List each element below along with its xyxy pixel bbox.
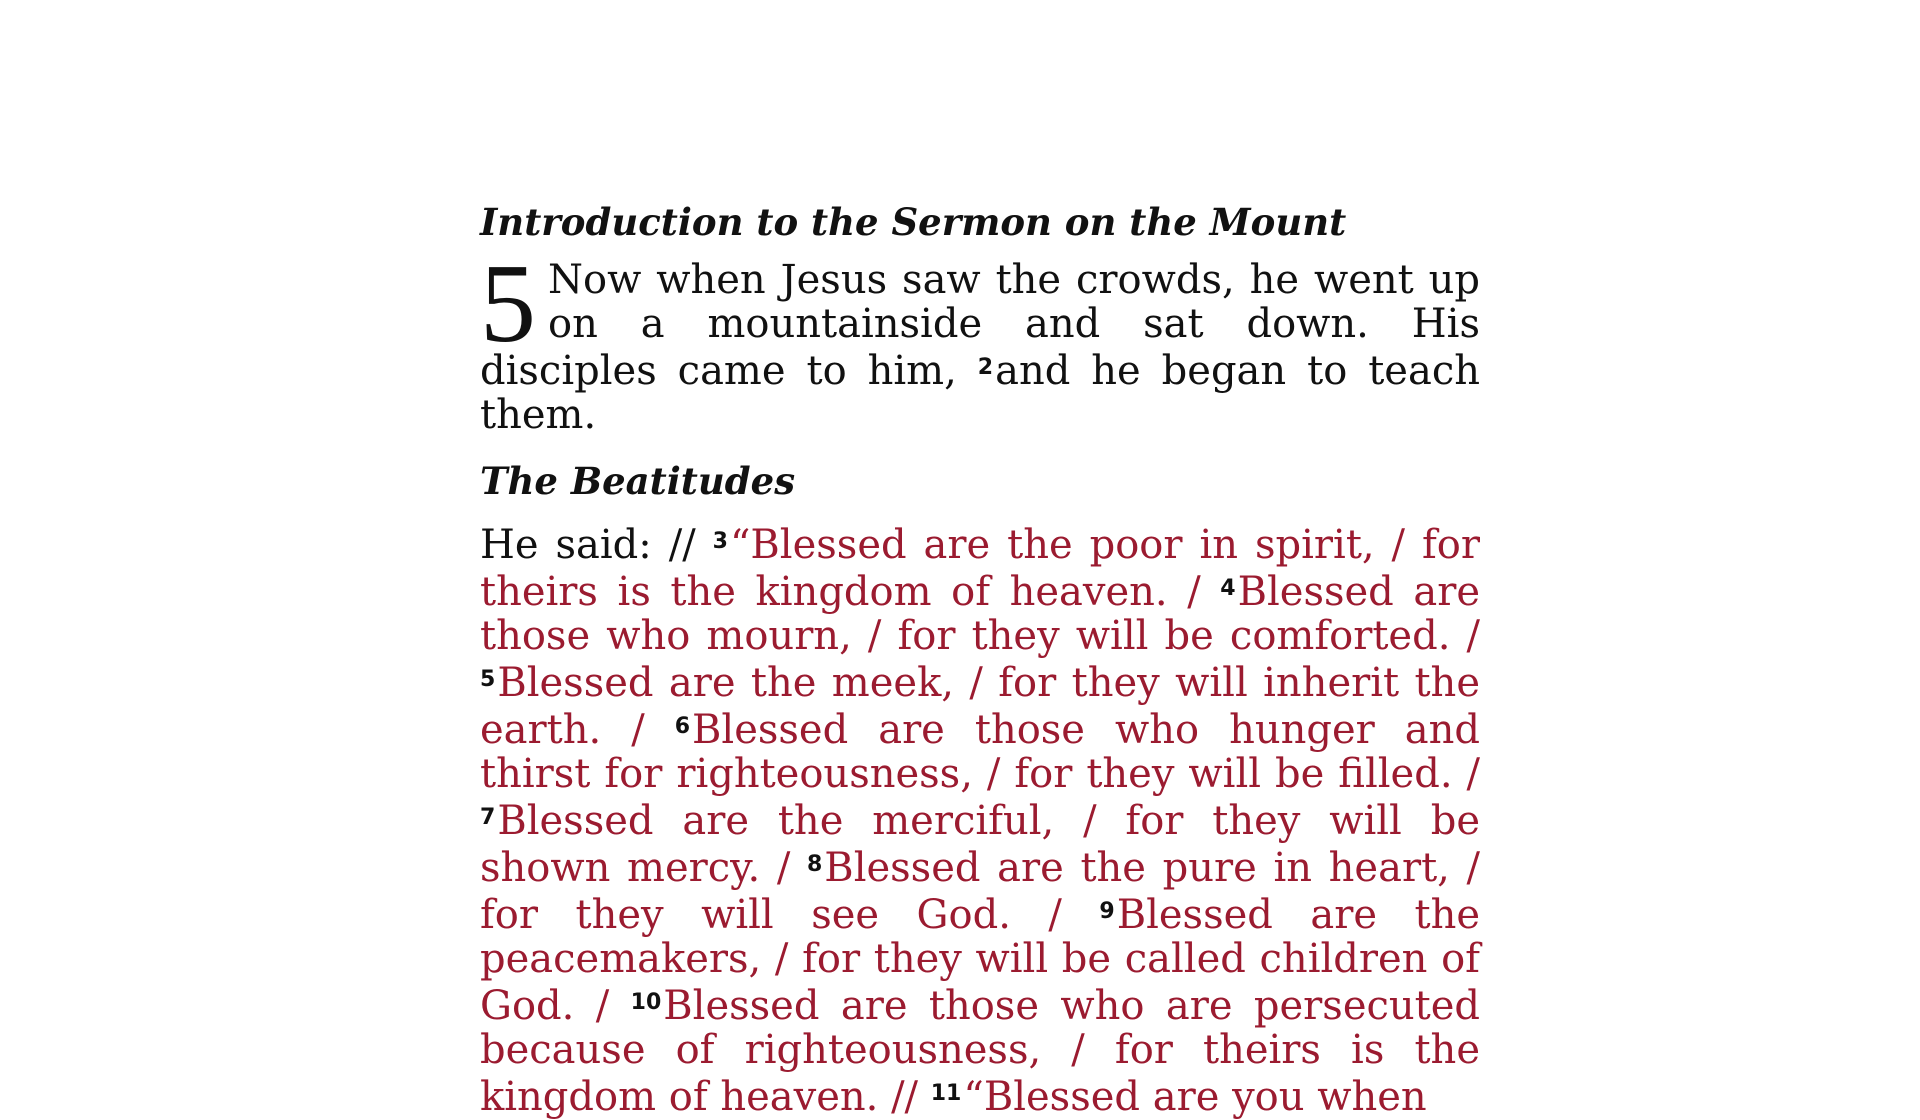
verse-1-text: Now when Jesus saw the crowds, he went up on a mountainside and sat down. His disciples came to him, xyxy=(480,257,1480,395)
verse-number-4: 4 xyxy=(1220,575,1236,601)
verse-number-11: 11 xyxy=(930,1080,962,1106)
paragraph-intro xyxy=(480,242,1480,439)
paragraph-beatitudes xyxy=(480,520,1480,1119)
verse-2-text: and he began to teach them. xyxy=(480,348,1480,439)
verse-9-text: Blessed are the peacemakers, / for they will be called children of God. / xyxy=(480,891,1480,1029)
scripture-content xyxy=(480,200,1480,1119)
verse-number-5: 5 xyxy=(480,666,496,692)
verse-number-3: 3 xyxy=(712,528,728,554)
verse-number-10: 10 xyxy=(630,989,662,1015)
verse-7-text: Blessed are the merciful, / for they will be shown mercy. / xyxy=(480,797,1480,891)
beatitudes-intro: He said: // xyxy=(480,521,696,568)
verse-number-7: 7 xyxy=(480,804,496,830)
verse-number-8: 8 xyxy=(806,851,823,877)
section-heading-intro: Introduction to the Sermon on the Mount xyxy=(480,200,1347,244)
verse-11-text: “Blessed are you when xyxy=(963,1073,1427,1120)
verse-6-text: Blessed are those who hunger and thirst for righteousness, / for they will be filled. / xyxy=(480,706,1480,797)
verse-4-text: Blessed are those who mourn, / for they will be comforted. / xyxy=(480,568,1481,659)
verse-10-text: Blessed are those who are persecuted because of righteousness, / for theirs is the kingdom of heaven. // xyxy=(480,982,1481,1120)
verse-3-text: “Blessed are the poor in spirit, / for theirs is the kingdom of heaven. / xyxy=(480,521,1480,615)
verse-number-2: 2 xyxy=(977,355,994,381)
section-heading-beatitudes: The Beatitudes xyxy=(480,459,796,504)
verse-5-text: Blessed are the meek, / for they will inherit the earth. / xyxy=(480,659,1480,753)
chapter-number: 5 xyxy=(480,242,536,367)
verse-number-9: 9 xyxy=(1099,898,1115,924)
verse-8-text: Blessed are the pure in heart, / for they will see God. / xyxy=(480,844,1481,938)
verse-number-6: 6 xyxy=(674,713,691,739)
